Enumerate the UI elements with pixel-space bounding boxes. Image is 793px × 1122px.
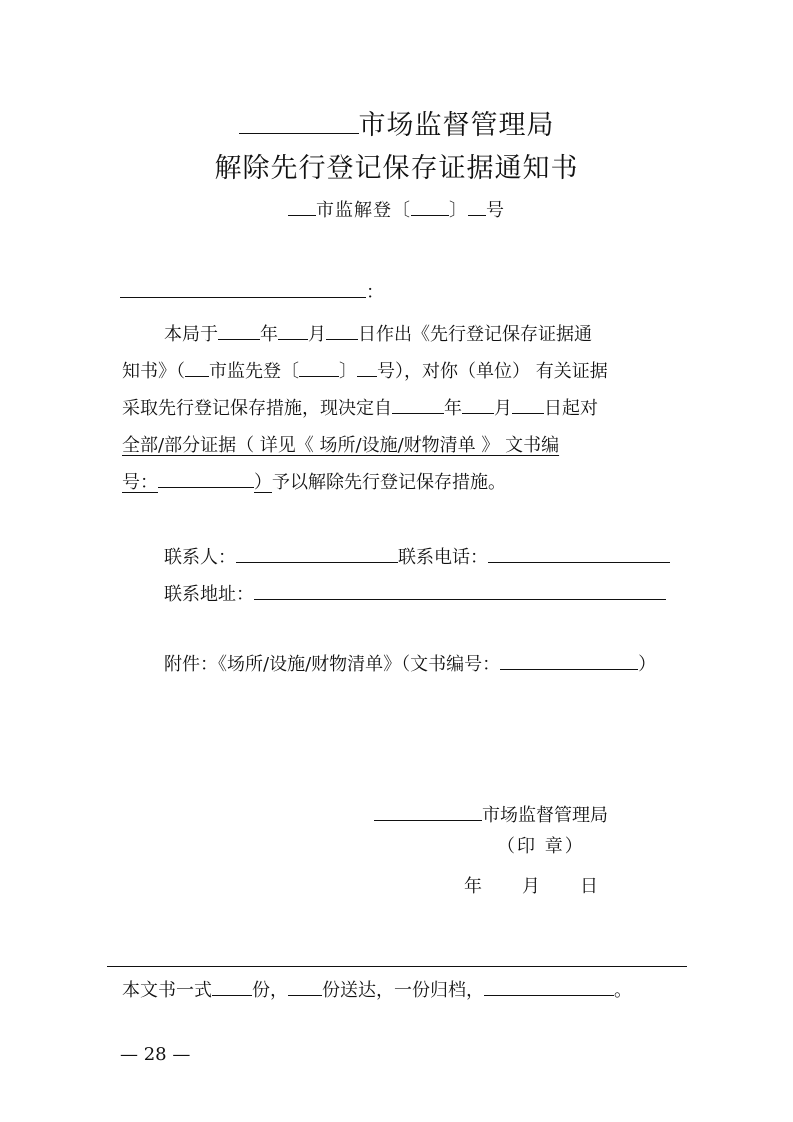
contact-line xyxy=(164,543,670,569)
document-number: 市监解登〔 〕 号 xyxy=(0,196,793,222)
doc-seq-blank[interactable] xyxy=(468,196,486,216)
made-year-blank[interactable] xyxy=(218,320,260,340)
release-day-blank[interactable] xyxy=(512,394,544,414)
copies-line: 本文书一式 份， 份送达，一份归档， 。 xyxy=(122,976,632,1002)
bureau-name-blank[interactable] xyxy=(239,105,359,134)
paragraph-line-5: 号： ）予以解除先行登记保存措施。 xyxy=(122,468,506,494)
footer-divider xyxy=(107,966,687,967)
addressee-line: ： xyxy=(120,278,384,304)
doc-year-blank[interactable] xyxy=(411,196,449,216)
signature-date: 年 月 日 xyxy=(464,876,598,897)
contact-person-field[interactable] xyxy=(236,543,398,563)
contact-address-label: 联系地址： xyxy=(164,584,254,605)
page-number: — 28 — xyxy=(120,1044,191,1065)
notice-prefix-blank[interactable] xyxy=(185,357,209,377)
contact-address-field[interactable] xyxy=(254,580,666,600)
made-month-blank[interactable] xyxy=(278,320,308,340)
delivered-copies-blank[interactable] xyxy=(288,976,322,996)
paragraph-line-3: 采取先行登记保存措施，现决定自 年 月 日起对 xyxy=(122,394,598,420)
bureau-title xyxy=(0,103,793,142)
contact-person-label: 联系人： xyxy=(164,547,236,568)
attachment-number-field[interactable] xyxy=(500,650,638,670)
doc-prefix-blank[interactable] xyxy=(288,196,316,216)
paragraph-line-2: 知书》（ 市监先登〔 〕 号），对你（单位） 有关证据 xyxy=(122,357,608,383)
notice-seq-blank[interactable] xyxy=(357,357,377,377)
release-month-blank[interactable] xyxy=(462,394,494,414)
release-year-blank[interactable] xyxy=(392,394,444,414)
paragraph-line-1: 本局于 年 月 日作出《先行登记保存证据通 xyxy=(164,320,592,346)
attachment-label: 附件：《场所/设施/财物清单》（文书编号： xyxy=(164,654,501,675)
paragraph-line-4: 全部/部分证据（ 详见《 场所/设施/财物清单 》 文书编 xyxy=(122,435,560,456)
signature-bureau-blank[interactable] xyxy=(374,801,482,821)
addressee-blank[interactable] xyxy=(120,278,366,298)
notice-year-blank[interactable] xyxy=(299,357,339,377)
total-copies-blank[interactable] xyxy=(212,976,252,996)
contact-phone-label: 联系电话： xyxy=(398,547,488,568)
seal-label: （印 章） xyxy=(497,836,585,857)
signature-bureau: 市场监督管理局 xyxy=(374,801,608,827)
bureau-suffix: 市场监督管理局 xyxy=(358,110,555,141)
attachment-line: 附件：《场所/设施/财物清单》（文书编号： ） xyxy=(164,650,656,676)
contact-phone-field[interactable] xyxy=(488,543,670,563)
address-line xyxy=(164,580,666,606)
document-title: 解除先行登记保存证据通知书 xyxy=(214,153,579,184)
made-day-blank[interactable] xyxy=(326,320,358,340)
archive-blank[interactable] xyxy=(484,976,614,996)
list-number-blank[interactable] xyxy=(158,468,254,488)
